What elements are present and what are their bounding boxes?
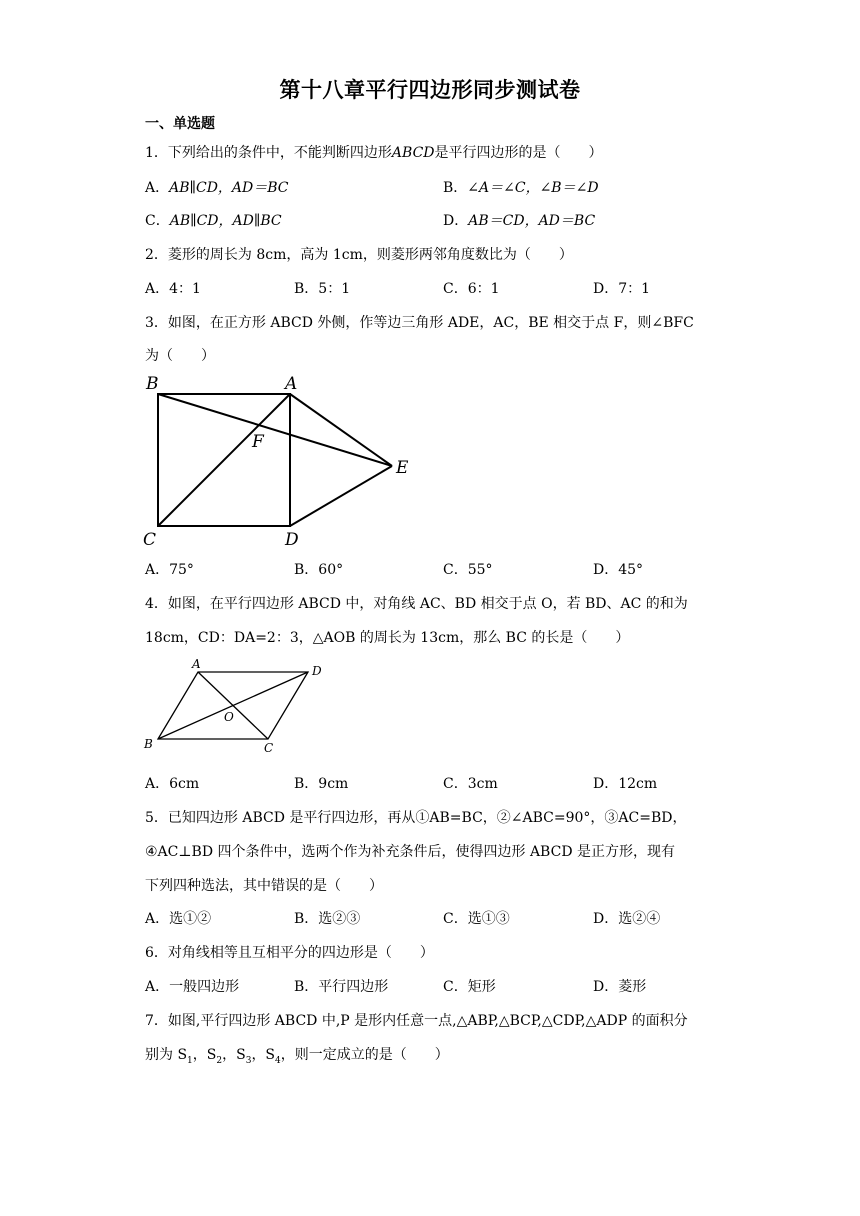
q5-option-c: C．选①③ (443, 911, 510, 927)
question-4-stem-line1: 4．如图，在平行四边形 ABCD 中，对角线 AC、BD 相交于点 O，若 BD、AC 的和为 (145, 596, 688, 612)
q1-option-d: D．AB＝CD，AD＝BC (443, 213, 596, 229)
q5-option-d: D．选②④ (593, 911, 661, 927)
label-a: A (285, 374, 298, 394)
q3-option-b: B．60° (294, 562, 344, 578)
q2-option-a: A．4：1 (145, 281, 201, 297)
q3-option-d: D．45° (593, 562, 644, 578)
segment-de (290, 466, 392, 526)
q3-option-c: C．55° (443, 562, 493, 578)
q3-option-a: A．75° (145, 562, 194, 578)
diagonal-bd (158, 672, 308, 739)
question-1-stem: 1．下列给出的条件中，不能判断四边形ABCD是平行四边形的是（ ） (145, 145, 603, 161)
label-f: F (252, 432, 264, 452)
question-4-stem-line2: 18cm，CD：DA=2：3，△AOB 的周长为 13cm，那么 BC 的长是（ ） (145, 630, 630, 646)
q6-option-a: A．一般四边形 (145, 979, 240, 995)
q2-option-b: B．5：1 (294, 281, 351, 297)
q5-option-b: B．选②③ (294, 911, 361, 927)
q6-option-c: C．矩形 (443, 979, 496, 995)
q1-option-c: C．AB∥CD，AD∥BC (145, 213, 282, 229)
label-b: B (146, 374, 159, 394)
q4-option-c: C．3cm (443, 776, 498, 792)
question-7-stem-line2: 别为 $S_1$，$S_2$，$S_3$，$S_4$，则一定成立的是（ ） (145, 1047, 449, 1066)
q6-option-b: B．平行四边形 (294, 979, 389, 995)
q1-option-b: B．∠A＝∠C，∠B＝∠D (443, 180, 599, 196)
q1-option-a: A．AB∥CD，AD＝BC (145, 180, 289, 196)
question-6-stem: 6．对角线相等且互相平分的四边形是（ ） (145, 945, 434, 961)
q2-option-d: D．7：1 (593, 281, 651, 297)
question-3-stem-line2: 为（ ） (145, 348, 215, 364)
label-e: E (396, 458, 409, 478)
label-a: A (192, 657, 201, 671)
q6-option-d: D．菱形 (593, 979, 647, 995)
q3-figure-square-triangle (140, 370, 420, 550)
question-7-stem-line1: 7．如图,平行四边形 ABCD 中,P 是形内任意一点,△ABP,△BCP,△CDP,△ADP 的面积分 (145, 1013, 688, 1029)
q2-option-c: C．6：1 (443, 281, 500, 297)
q4-option-d: D．12cm (593, 776, 658, 792)
label-d: D (312, 664, 322, 678)
label-o: O (224, 710, 234, 724)
q4-option-a: A．6cm (145, 776, 200, 792)
label-c: C (264, 741, 274, 755)
question-2-stem: 2．菱形的周长为 8cm，高为 1cm，则菱形两邻角度数比为（ ） (145, 247, 573, 263)
q5-option-a: A．选①② (145, 911, 212, 927)
section-heading: 一、单选题 (145, 116, 215, 132)
question-5-stem-line2: ④AC⊥BD 四个条件中，选两个作为补充条件后，使得四边形 ABCD 是正方形，现有 (145, 844, 675, 860)
label-d: D (285, 530, 299, 550)
question-5-stem-line1: 5．已知四边形 ABCD 是平行四边形，再从①AB=BC，②∠ABC=90°，③AC=BD， (145, 810, 687, 826)
label-c: C (143, 530, 157, 550)
q4-figure-parallelogram (140, 655, 340, 760)
label-b: B (144, 737, 153, 751)
q4-option-b: B．9cm (294, 776, 349, 792)
question-5-stem-line3: 下列四种选法，其中错误的是（ ） (145, 878, 383, 894)
segment-ae (290, 394, 392, 466)
page-title: 第十八章平行四边形同步测试卷 (279, 77, 581, 102)
question-3-stem-line1: 3．如图，在正方形 ABCD 外侧，作等边三角形 ADE，AC，BE 相交于点 F，则∠BFC (145, 315, 694, 331)
segment-be (158, 394, 392, 466)
